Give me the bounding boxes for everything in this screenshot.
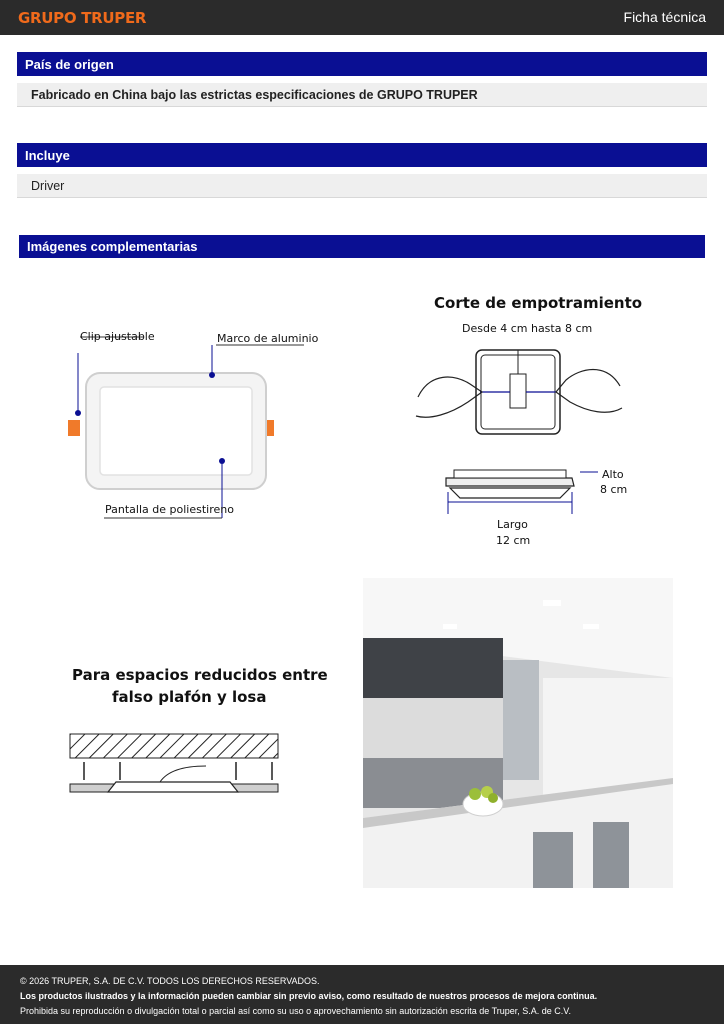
brand-logo: GRUPO TRUPER (18, 9, 147, 27)
height-value: 8 cm (600, 483, 628, 496)
footer-disclaimer: Los productos ilustrados y la información pueden cambiar sin previo aviso, como resultado de nuestros procesos de mejora continua. (20, 991, 598, 1001)
footer (0, 965, 724, 1024)
footer-prohibition: Prohibida su reproducción o divulgación total o parcial así como su uso o aprovechamiento sin autorización escrita de Truper, S.A. de C.V. (20, 1006, 571, 1016)
clip-left (68, 420, 80, 436)
screen-label: Pantalla de poliestireno (105, 503, 234, 516)
cut-subtitle: Desde 4 cm hasta 8 cm (462, 322, 593, 335)
section-includes-value: Driver (17, 174, 707, 198)
space-title-line2: falso plafón y losa (112, 688, 267, 706)
frame-label: Marco de aluminio (217, 332, 319, 345)
kitchen-photo (363, 578, 673, 888)
document-type: Ficha técnica (623, 9, 706, 25)
length-label: Largo (497, 518, 528, 531)
section-origin-title: País de origen (17, 52, 707, 76)
footer-copyright: © 2026 TRUPER, S.A. DE C.V. TODOS LOS DERECHOS RESERVADOS. (20, 976, 320, 986)
cut-title: Corte de empotramiento (434, 294, 643, 312)
section-includes-title: Incluye (17, 143, 707, 167)
reduced-space-figure (60, 664, 328, 804)
panel-screen (100, 387, 252, 475)
ceiling-cross-section (60, 730, 290, 810)
product-figure (60, 325, 340, 525)
section-origin-value: Fabricado en China bajo las estrictas especificaciones de GRUPO TRUPER (17, 83, 707, 107)
section-images-title: Imágenes complementarias (19, 235, 705, 258)
recess-illustration (410, 292, 635, 552)
top-bar (0, 0, 724, 35)
product-panel-illustration (60, 325, 340, 525)
recess-cut-figure (410, 292, 643, 552)
clip-label: Clip ajustable (80, 330, 155, 343)
space-title-line1: Para espacios reducidos entre (72, 666, 328, 684)
height-label: Alto (602, 468, 624, 481)
kitchen-photo-illustration (363, 578, 673, 888)
length-value: 12 cm (496, 534, 531, 547)
